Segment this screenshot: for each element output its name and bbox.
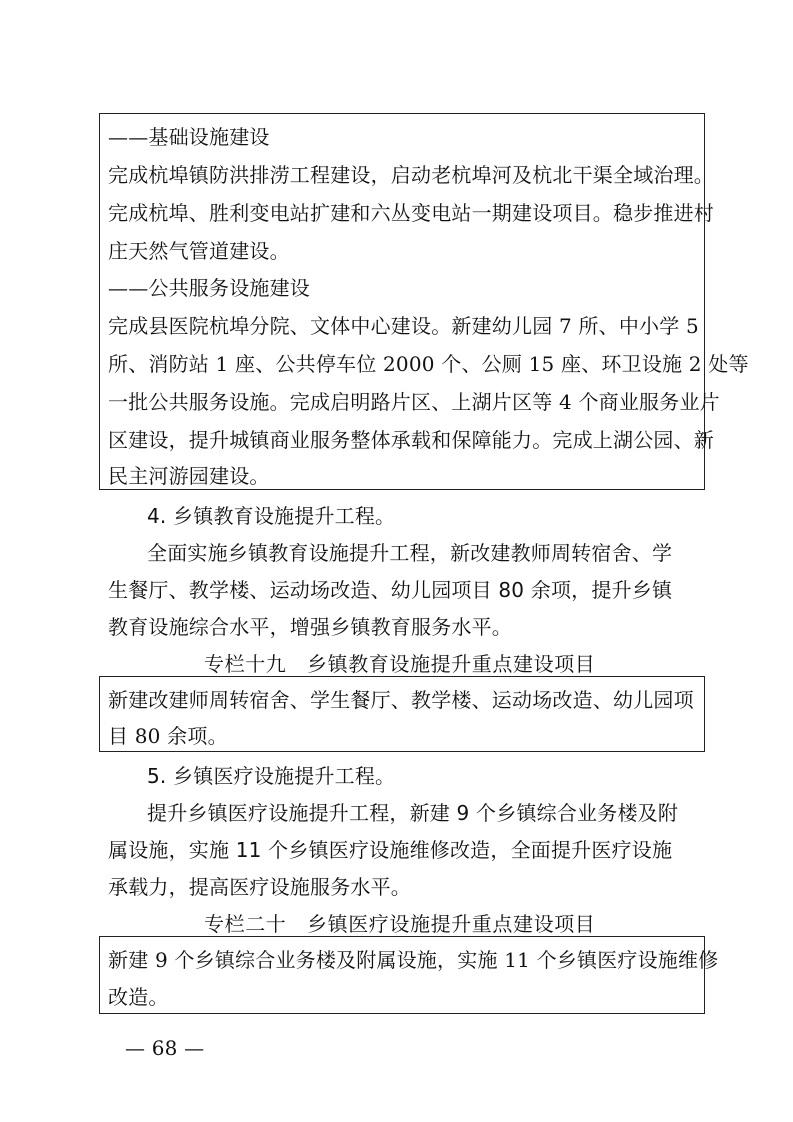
box-text-line: 所、消防站 1 座、公共停车位 2000 个、公厕 15 座、环卫设施 2 处等 [108, 352, 749, 376]
paragraph-line: 教育设施综合水平，增强乡镇教育服务水平。 [108, 615, 512, 639]
box-caption-education: 专栏十九 乡镇教育设施提升重点建设项目 [204, 652, 596, 676]
box-text-line: 完成杭埠镇防洪排涝工程建设，启动老杭埠河及杭北干渠全域治理。 [108, 163, 714, 187]
box-text-line: 庄天然气管道建设。 [108, 239, 290, 263]
paragraph-line: 属设施，实施 11 个乡镇医疗设施维修改造，全面提升医疗设施 [108, 838, 673, 862]
box-text-line: 完成县医院杭埠分院、文体中心建设。新建幼儿园 7 所、中小学 5 [108, 314, 699, 338]
page-number: — 68 — [125, 1036, 205, 1060]
paragraph-line: 生餐厅、教学楼、运动场改造、幼儿园项目 80 余项，提升乡镇 [108, 578, 673, 602]
box-subheading-public-services: ——公共服务设施建设 [108, 276, 310, 300]
section-heading-education: 4. 乡镇教育设施提升工程。 [147, 504, 396, 528]
box-text-line: 目 80 余项。 [108, 724, 228, 748]
box-text-line: 新建改建师周转宿舍、学生餐厅、教学楼、运动场改造、幼儿园项 [108, 688, 694, 712]
box-text-line: 一批公共服务设施。完成启明路片区、上湖片区等 4 个商业服务业片 [108, 390, 720, 414]
paragraph-line: 提升乡镇医疗设施提升工程，新建 9 个乡镇综合业务楼及附 [147, 801, 679, 825]
paragraph-line: 全面实施乡镇教育设施提升工程，新改建教师周转宿舍、学 [147, 541, 673, 565]
box-text-line: 完成杭埠、胜利变电站扩建和六丛变电站一期建设项目。稳步推进村 [108, 201, 714, 225]
box-subheading-infrastructure: ——基础设施建设 [108, 125, 270, 149]
box-text-line: 改造。 [108, 985, 169, 1009]
section-heading-medical: 5. 乡镇医疗设施提升工程。 [147, 764, 396, 788]
box-text-line: 民主河游园建设。 [108, 464, 270, 488]
box-caption-medical: 专栏二十 乡镇医疗设施提升重点建设项目 [204, 912, 596, 936]
box-text-line: 区建设，提升城镇商业服务整体承载和保障能力。完成上湖公园、新 [108, 428, 714, 452]
paragraph-line: 承载力，提高医疗设施服务水平。 [108, 875, 411, 899]
box-text-line: 新建 9 个乡镇综合业务楼及附属设施，实施 11 个乡镇医疗设施维修 [108, 948, 719, 972]
